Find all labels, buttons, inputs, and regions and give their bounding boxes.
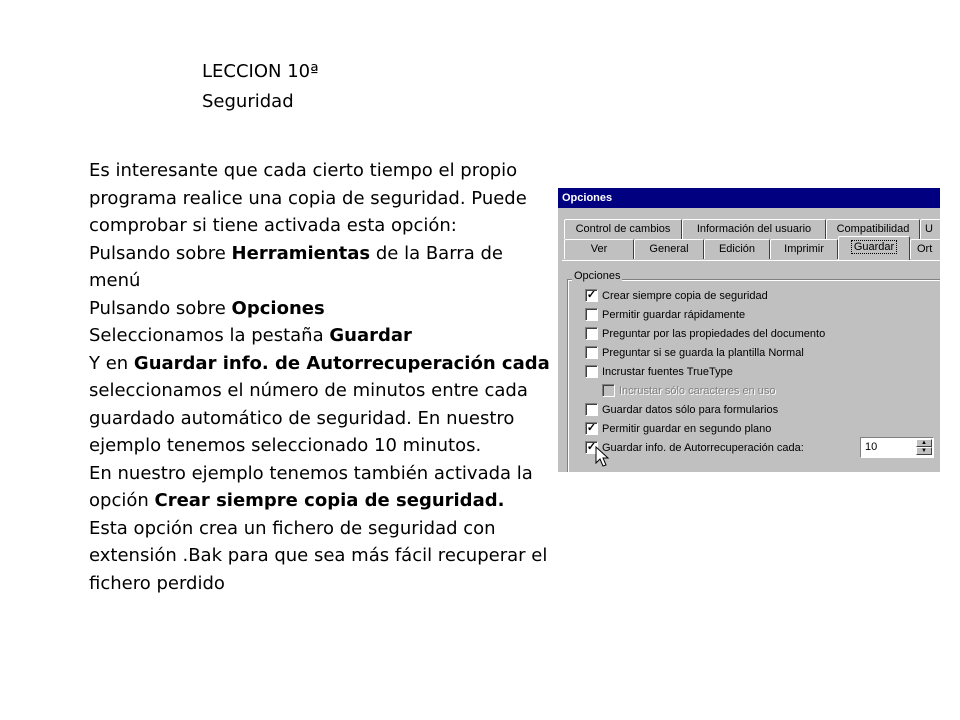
step-herramientas xyxy=(89,240,559,295)
tab-row1-partial[interactable]: U xyxy=(920,219,940,239)
option-label: Permitir guardar rápidamente xyxy=(602,309,746,321)
checkbox[interactable] xyxy=(585,327,598,340)
step-text: Pulsando sobre xyxy=(89,297,232,319)
step-text: Seleccionamos la pestaña xyxy=(89,325,330,346)
options-dialog-screenshot xyxy=(557,187,940,472)
tab-strip-edge xyxy=(562,260,940,261)
checkbox[interactable] xyxy=(585,365,598,378)
tab-ver[interactable]: Ver xyxy=(564,239,634,259)
step-bak-extension: Esta opción crea un fichero de seguridad con extensión .Bak para que sea más fácil recuperar el fichero perdido xyxy=(89,517,548,594)
tab-guardar[interactable] xyxy=(838,236,910,260)
spin-down-icon[interactable]: ▼ xyxy=(916,447,932,455)
tab-general[interactable]: General xyxy=(634,239,704,259)
checkbox-checked[interactable]: ✓ xyxy=(586,441,597,453)
step-text: seleccionamos el número de minutos entre cada guardado automático de seguridad. En nuestro ejemplo tenemos seleccionado 10 minutos. xyxy=(89,380,528,456)
option-label: Preguntar por las propiedades del documento xyxy=(602,328,826,340)
option-label: Incrustar sólo caracteres en uso xyxy=(619,385,776,397)
step-bold: Guardar info. de Autorrecuperación cada xyxy=(133,352,550,374)
tab-imprimir[interactable]: Imprimir xyxy=(770,239,838,259)
spin-buttons xyxy=(916,439,932,456)
autosave-minutes-spinbox[interactable] xyxy=(860,437,934,458)
dialog-title-bar: Opciones xyxy=(558,188,940,208)
option-label: Guardar datos sólo para formularios xyxy=(602,404,779,416)
tab-guardar-label: Guardar xyxy=(851,240,897,254)
lesson-topic: Seguridad xyxy=(202,91,294,112)
autosave-minutes-value[interactable]: 10 xyxy=(865,441,878,453)
tab-control-de-cambios[interactable]: Control de cambios xyxy=(564,219,682,239)
step-text: En nuestro ejemplo tenemos también activada la opción xyxy=(89,462,533,511)
checkbox-checked[interactable]: ✓ xyxy=(586,422,597,434)
tab-informacion-usuario[interactable]: Información del usuario xyxy=(682,219,826,239)
step-text: Y en xyxy=(89,352,134,374)
option-label: Crear siempre copia de seguridad xyxy=(602,290,768,302)
step-text: Pulsando sobre xyxy=(89,242,232,264)
step-bold: Herramientas xyxy=(231,242,371,264)
checkbox-disabled xyxy=(602,384,615,397)
spin-up-icon[interactable]: ▲ xyxy=(916,439,932,447)
options-group-label: Opciones xyxy=(574,270,621,282)
lesson-number: LECCION 10ª xyxy=(202,61,319,82)
intro-paragraph: Es interesante que cada cierto tiempo el propio programa realice una copia de seguridad. Puede comprobar si tiene activada esta opción: xyxy=(89,160,527,236)
checkbox[interactable] xyxy=(585,403,598,416)
step-bold: Opciones xyxy=(231,297,325,319)
step-bold: Crear siempre copia de seguridad. xyxy=(154,490,505,511)
checkbox[interactable] xyxy=(585,346,598,359)
option-label: Preguntar si se guarda la plantilla Normal xyxy=(602,347,804,359)
tab-compatibilidad[interactable]: Compatibilidad xyxy=(826,219,920,239)
step-bold: Guardar xyxy=(329,325,412,346)
checkbox[interactable] xyxy=(585,308,598,321)
step-opciones xyxy=(89,295,559,323)
mouse-cursor-icon xyxy=(595,446,611,468)
option-label: Permitir guardar en segundo plano xyxy=(602,423,772,435)
lesson-heading xyxy=(202,57,319,117)
checkbox-checked[interactable]: ✓ xyxy=(586,289,597,301)
lesson-body xyxy=(89,157,559,597)
step-copia-seguridad xyxy=(89,460,559,515)
step-autorrecuperacion xyxy=(89,350,559,460)
option-label: Incrustar fuentes TrueType xyxy=(602,366,733,378)
step-guardar-tab xyxy=(89,322,559,350)
option-label: Guardar info. de Autorrecuperación cada: xyxy=(602,442,804,454)
tab-ortografia-partial[interactable]: Ort xyxy=(910,239,940,259)
step-text: de la Barra de menú xyxy=(89,242,503,291)
tab-edicion[interactable]: Edición xyxy=(704,239,770,259)
